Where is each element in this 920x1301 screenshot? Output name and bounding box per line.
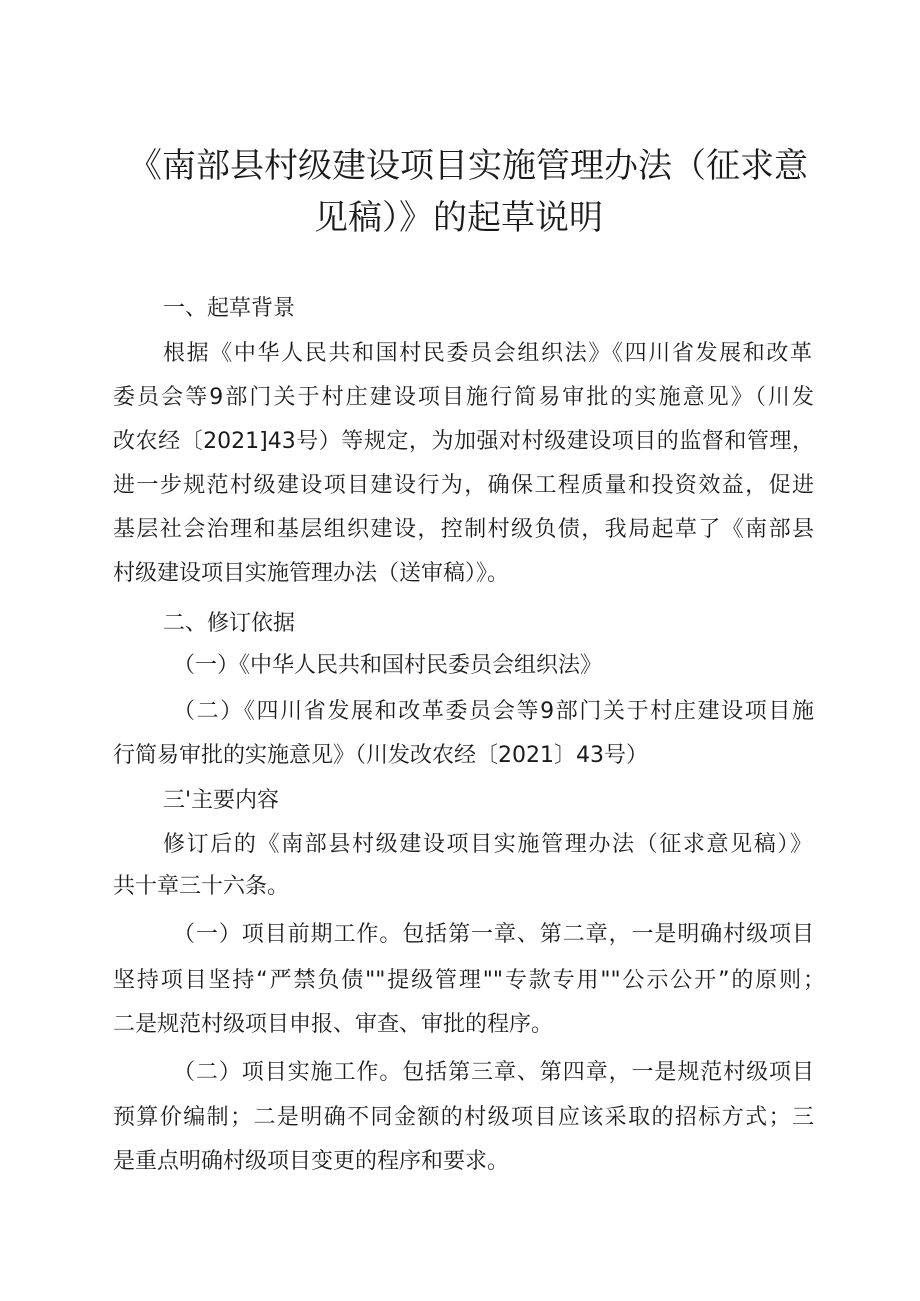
paragraph-line: （一）项目前期工作。包括第一章、第二章，一是明确村级项目: [173, 922, 814, 947]
basis-item-2-line: 行简易审批的实施意见》（川发改农经〔2021〕43号）: [113, 743, 648, 768]
paragraph-line: 基层社会治理和基层组织建设，控制村级负债，我局起草了《南部县: [113, 517, 814, 542]
document-title-line-1: 《南部县村级建设项目实施管理办法（征求意: [128, 146, 808, 186]
paragraph-line: 委员会等9部门关于村庄建设项目施行简易审批的实施意见》（川发: [113, 385, 814, 410]
paragraph-line: 修订后的《南部县村级建设项目实施管理办法（征求意见稿）》: [163, 832, 812, 857]
paragraph-line: 二是规范村级项目申报、审查、审批的程序。: [113, 1012, 554, 1037]
paragraph-line: 村级建设项目实施管理办法（送审稿）》。: [113, 561, 510, 586]
basis-item-1: （一）《中华人民共和国村民委员会组织法》: [173, 653, 603, 678]
section-heading-basis: 二、修订依据: [163, 611, 296, 636]
paragraph-line: 预算价编制；二是明确不同金额的村级项目应该采取的招标方式；三: [113, 1105, 814, 1130]
paragraph-line: 是重点明确村级项目变更的程序和要求。: [113, 1149, 510, 1174]
paragraph-line: （二）项目实施工作。包括第三章、第四章，一是规范村级项目: [173, 1060, 814, 1085]
basis-item-2-line: （二）《四川省发展和改革委员会等9部门关于村庄建设项目施: [173, 699, 814, 724]
document-title-line-2: 见稿）》的起草说明: [314, 198, 603, 238]
paragraph-line: 共十章三十六条。: [113, 874, 290, 899]
section-heading-background: 一、起草背景: [163, 296, 296, 321]
section-heading-content: 三'主要内容: [163, 788, 280, 813]
paragraph-line: 坚持项目坚持“严禁负债""提级管理""专款专用""公示公开”的原则；: [113, 968, 825, 993]
paragraph-line: 进一步规范村级建设项目建设行为，确保工程质量和投资效益，促进: [113, 473, 814, 498]
paragraph-line: 改农经〔2021]43号）等规定，为加强对村级建设项目的监督和管理，: [113, 429, 814, 454]
paragraph-line: 根据《中华人民共和国村民委员会组织法》《四川省发展和改革: [163, 341, 812, 366]
